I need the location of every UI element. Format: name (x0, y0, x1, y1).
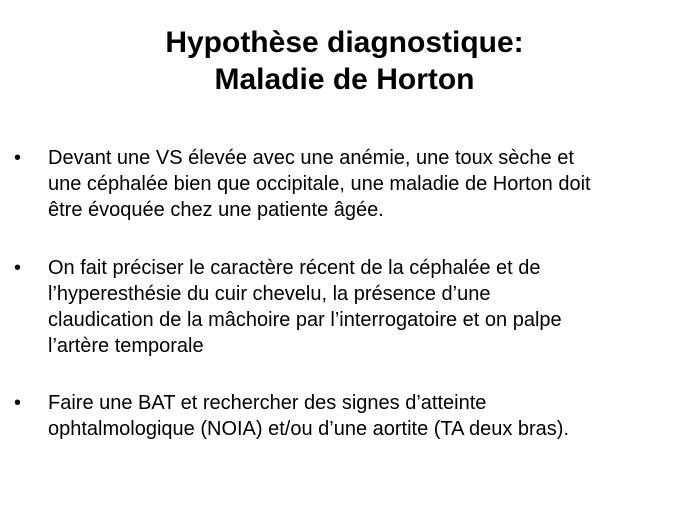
slide-title-line-1: Hypothèse diagnostique: (165, 26, 524, 59)
bullet-text-1: Devant une VS élevée avec une anémie, une toux sèche et une céphalée bien que occipitale, une maladie de Horton doit être évoquée chez une patiente âgée. (48, 147, 591, 221)
bullet-text-2: On fait préciser le caractère récent de la céphalée et de l’hyperesthésie du cuir chevelu, la présence d’une claudication de la mâchoire par l’interrogatoire et on palpe l’artère temporale (48, 257, 562, 357)
bullet-marker: • (14, 257, 22, 279)
bullet-marker: • (14, 392, 22, 414)
bullet-marker: • (14, 147, 22, 169)
bullet-text-3: Faire une BAT et rechercher des signes d’atteinte ophtalmologique (NOIA) et/ou d’une aortite (TA deux bras). (48, 392, 570, 440)
slide-title (0, 24, 689, 98)
slide-title-line-2: Maladie de Horton (214, 63, 475, 96)
